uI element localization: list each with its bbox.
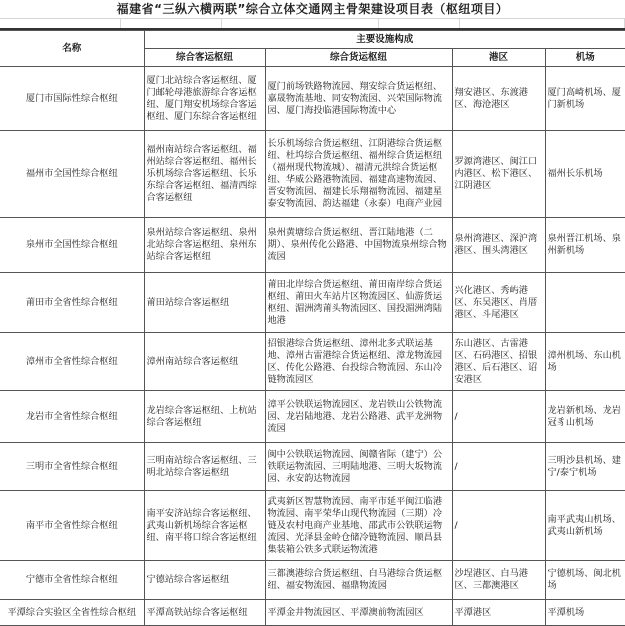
airports: 厦门高崎机场、厦门新机场 [545, 67, 625, 131]
table-row [0, 561, 625, 600]
passenger-hubs: 福州南站综合客运枢纽、福州站综合客运枢纽、福州长乐机场综合客运枢纽、长乐东综合客运枢纽、福清西综合客运枢纽 [144, 131, 265, 218]
ports: / [452, 391, 545, 443]
airports: 宁德机场、闽北机场 [545, 561, 625, 600]
table-row [0, 333, 625, 391]
hub-name: 平潭综合实验区全省性综合枢纽 [0, 600, 144, 626]
ports: 翔安港区、东渡港区、海沧港区 [452, 67, 545, 131]
freight-hubs: 莆田北岸综合货运枢纽、莆田南岸综合货运枢纽、莆田火车站片区物流园区、仙游货运枢纽、湄洲湾莆头物流园区、国投湄洲湾陆地港 [265, 273, 452, 333]
passenger-hubs: 南平安济站综合客运枢纽、武夷山新机场综合客运枢纽、南平将口综合客运枢纽 [144, 491, 265, 561]
table-row [0, 391, 625, 443]
hub-project-table [0, 30, 625, 626]
freight-hubs: 厦门前场铁路物流园、翔安综合货运枢纽、嘉晟物流基地、同安物流园、兴荣国际物流园、厦门海投临港国际物流中心 [265, 67, 452, 131]
freight-hubs: 泉州黄塘综合货运枢纽、晋江陆地港（二期）、泉州传化公路港、中国物流泉州综合物流园 [265, 218, 452, 273]
hub-name: 厦门市国际性综合枢纽 [0, 67, 144, 131]
freight-hubs: 闽中公铁联运物流园、闽赣省际（建宁）公铁联运物流园、三明陆地港、三明大坂物流园、永安韵达物流园 [265, 443, 452, 491]
freight-hubs: 平潭金井物流园区、平潭澳前物流园区 [265, 600, 452, 626]
hub-name: 龙岩市全省性综合枢纽 [0, 391, 144, 443]
freight-hubs: 长乐机场综合货运枢纽、江阴港综合货运枢纽、杜坞综合货运枢纽、福州综合货运枢纽（福州现代物流城）、福清元洪综合货运枢纽、华威公路港物流园、福建高速物流园、晋安物流园、福建长乐翔福物流园、福建星泰安物流园、韵达福建（永泰）电商产业园 [265, 131, 452, 218]
table-row [0, 67, 625, 131]
ports: / [452, 491, 545, 561]
table-row [0, 273, 625, 333]
freight-hubs: 三都澳港综合货运枢纽、白马港综合货运枢纽、福安物流园、福鼎物流园 [265, 561, 452, 600]
passenger-hubs: 莆田站综合客运枢纽 [144, 273, 265, 333]
freight-hubs: 招银港综合货运枢纽、漳州北多式联运基地、漳州古雷港综合货运枢纽、漳龙物流园区、传化公路港、台投综合物流园、东山冷链物流园区 [265, 333, 452, 391]
freight-hubs: 漳平公铁联运物流园区、龙岩铁山公铁物流园、龙岩陆地港、龙岩公路港、武平龙洲物流园 [265, 391, 452, 443]
airports: 平潭机场 [545, 600, 625, 626]
passenger-hubs: 漳州南站综合客运枢纽 [144, 333, 265, 391]
header-port: 港区 [452, 49, 545, 67]
document-title: 福建省“三纵六横两联”综合立体交通网主骨架建设项目表（枢纽项目） [0, 0, 625, 19]
ports: 兴化港区、秀屿港区、东吴港区、肖厝港区、斗尾港区 [452, 273, 545, 333]
ports: 平潭港区 [452, 600, 545, 626]
passenger-hubs: 厦门北站综合客运枢纽、厦门邮轮母港旅游综合客运枢纽、厦门翔安机场综合客运枢纽、厦门东综合客运枢纽 [144, 67, 265, 131]
hub-name: 漳州市全省性综合枢纽 [0, 333, 144, 391]
airports: 三明沙县机场、建宁/泰宁机场 [545, 443, 625, 491]
airports: 泉州晋江机场、泉州新机场 [545, 218, 625, 273]
hub-name: 宁德市全省性综合枢纽 [0, 561, 144, 600]
ports: 罗源湾港区、闽江口内港区、松下港区、江阴港区 [452, 131, 545, 218]
hub-name: 泉州市全国性综合枢纽 [0, 218, 144, 273]
passenger-hubs: 龙岩综合客运枢纽、上杭站综合客运枢纽 [144, 391, 265, 443]
header-airport: 机场 [545, 49, 625, 67]
passenger-hubs: 三明南站综合客运枢纽、三明北站综合客运枢纽 [144, 443, 265, 491]
ports: / [452, 443, 545, 491]
header-freight-hub: 综合货运枢纽 [265, 49, 452, 67]
ports: 东山港区、古雷港区、石码港区、招银港区、后石港区、诏安港区 [452, 333, 545, 391]
passenger-hubs: 宁德站综合客运枢纽 [144, 561, 265, 600]
ports: 沙埕港区、白马港区、三都澳港区 [452, 561, 545, 600]
hub-name: 南平市全省性综合枢纽 [0, 491, 144, 561]
airports: 福州长乐机场 [545, 131, 625, 218]
airports: 龙岩新机场、龙岩冠豸山机场 [545, 391, 625, 443]
table-row [0, 443, 625, 491]
blank-spacer-row [0, 19, 625, 30]
ports: 泉州湾港区、深沪湾港区、围头湾港区 [452, 218, 545, 273]
table-row [0, 600, 625, 626]
hub-name: 莆田市全省性综合枢纽 [0, 273, 144, 333]
passenger-hubs: 泉州站综合客运枢纽、泉州北站综合客运枢纽、泉州东站综合客运枢纽 [144, 218, 265, 273]
table-row [0, 491, 625, 561]
airports: 漳州机场、东山机场 [545, 333, 625, 391]
airports [545, 273, 625, 333]
header-main-facilities: 主要设施构成 [144, 31, 625, 49]
hub-name: 三明市全省性综合枢纽 [0, 443, 144, 491]
passenger-hubs: 平潭高铁站综合客运枢纽 [144, 600, 265, 626]
header-name: 名称 [0, 31, 144, 67]
airports: 南平武夷山机场、武夷山新机场 [545, 491, 625, 561]
header-passenger-hub: 综合客运枢纽 [144, 49, 265, 67]
table-row [0, 131, 625, 218]
hub-name: 福州市全国性综合枢纽 [0, 131, 144, 218]
table-row [0, 218, 625, 273]
freight-hubs: 武夷新区智慧物流园、南平市延平闽江临港物流园、南平荣华山现代物流园（三期）冷链及农村电商产业基地、邵武市公铁联运物流园、光泽县金岭仓储冷链物流园、顺昌县集装箱公铁多式联运物流港 [265, 491, 452, 561]
